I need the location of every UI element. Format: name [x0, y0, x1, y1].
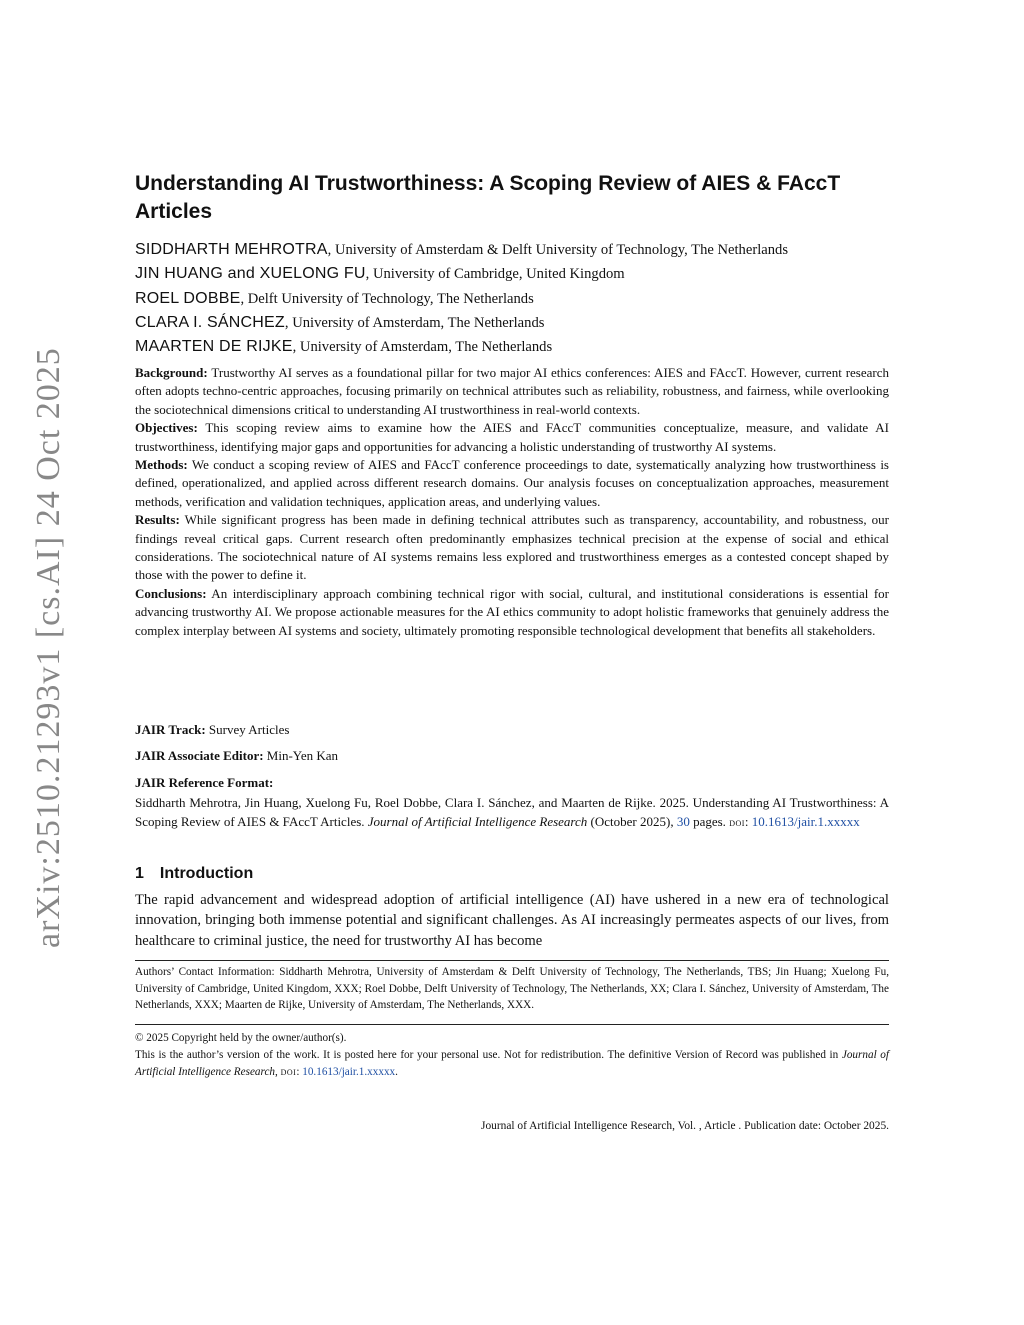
jair-ref-format-label	[135, 774, 889, 792]
section-number: 1	[135, 865, 144, 882]
version-journal: Journal of Artificial Intelligence Research	[135, 1048, 889, 1079]
author-entry	[135, 262, 889, 286]
doi-colon: :	[296, 1066, 303, 1079]
jair-reference	[135, 794, 889, 831]
author-contact-footnote	[135, 964, 889, 1014]
doi-link[interactable]: 10.1613/jair.1.xxxxx	[302, 1066, 396, 1079]
reference-date: (October 2025),	[587, 813, 677, 829]
version-text: This is the author’s version of the work. It is posted here for your personal use. Not for redistribution. The definitive Version of Record was published in	[135, 1048, 842, 1061]
author-name: CLARA I. SÁNCHEZ	[135, 313, 285, 331]
abstract-methods	[135, 456, 889, 511]
abstract-conclusions	[135, 585, 889, 640]
author-entry	[135, 311, 889, 335]
abstract-background	[135, 364, 889, 419]
version-notice	[135, 1047, 889, 1081]
version-sep: ,	[275, 1066, 281, 1079]
author-name: MAARTEN DE RIJKE	[135, 338, 293, 356]
abstract-label: Results:	[135, 512, 180, 528]
abstract-text: This scoping review aims to examine how the AIES and FAccT communities conceptualize, measure, and validate AI trustworthiness, identifying major gaps and opportunities for advancing a holistic understanding of trustworthy AI systems.	[135, 420, 889, 454]
copyright-divider	[135, 1024, 889, 1025]
abstract-label: Methods:	[135, 457, 188, 473]
author-name: JIN HUANG and XUELONG FU	[135, 265, 366, 283]
copyright-footnote	[135, 1030, 889, 1081]
jair-editor-value: Min-Yen Kan	[263, 748, 339, 764]
footnote-divider	[135, 960, 889, 961]
reference-text: Siddharth Mehrotra, Jin Huang, Xuelong Fu, Roel Dobbe, Clara I. Sánchez, and Maarten de Rijke. 2025. Understanding AI Trustworthiness: A Scoping Review of AIES & FAccT Articles.	[135, 795, 889, 829]
section-title: Introduction	[159, 865, 254, 882]
section-heading-introduction	[135, 865, 889, 883]
jair-track-value: Survey Articles	[205, 722, 290, 737]
author-affiliation: , University of Amsterdam, The Netherlands	[292, 339, 553, 356]
abstract-label: Conclusions:	[135, 585, 207, 601]
pages-link[interactable]: 30	[676, 813, 690, 829]
doi-colon: :	[744, 813, 752, 829]
abstract-label: Objectives:	[135, 420, 198, 436]
jair-editor	[135, 747, 889, 765]
author-affiliation: , Delft University of Technology, The Netherlands	[240, 290, 534, 307]
author-affiliation: , University of Cambridge, United Kingdom	[365, 266, 625, 283]
author-entry	[135, 287, 889, 311]
author-affiliation: , University of Amsterdam, The Netherlands	[284, 314, 545, 331]
author-entry	[135, 335, 889, 359]
copyright-text: © 2025 Copyright held by the owner/author(s).	[135, 1032, 347, 1044]
reference-journal: Journal of Artificial Intelligence Research	[367, 813, 588, 829]
contact-text: Authors’ Contact Information: Siddharth Mehrotra, University of Amsterdam & Delft University of Technology, The Netherlands, TBS; Jin Huang; Xuelong Fu, University of Cambridge, United Kingdom, XXX; Roel Dobbe, Delft University of Technology, The Netherlands, XX; Clara I. Sánchez, University of Amsterdam, The Netherlands, XXX; Maarten de Rijke, University of Amsterdam, The Netherlands, XXX.	[135, 966, 889, 1012]
abstract-text: While significant progress has been made in defining technical attributes such as transparency, accountability, and robustness, our findings reveal critical gaps. Current research often predominantly emphasizes technical precision at the expense of social and ethical considerations. The sociotechnical nature of AI systems remains less explored and trustworthiness emerges as a contested concept shaped by those with the power to define it.	[135, 512, 889, 583]
abstract-results	[135, 511, 889, 585]
author-entry	[135, 238, 889, 262]
arxiv-identifier: arXiv:2510.21293v1 [cs.AI] 24 Oct 2025	[30, 347, 67, 948]
abstract-text: We conduct a scoping review of AIES and FAccT conference proceedings to date, systematically analyzing how trustworthiness is defined, operationalized, and applied across different research domains. Our analysis focuses on conceptualization approaches, measurement methods, verification and validation techniques, application areas, and underlying values.	[135, 457, 889, 509]
introduction-paragraph: The rapid advancement and widespread adoption of artificial intelligence (AI) have ushered in a new era of technological innovation, bringing both immense potential and significant challenges. As AI increasingly permeates aspects of our lives, from healthcare to criminal justice, the need for trustworthy AI has become	[135, 892, 889, 949]
author-list	[135, 238, 889, 359]
jair-track	[135, 721, 889, 739]
jair-ref-format-heading: JAIR Reference Format:	[135, 774, 274, 790]
abstract	[135, 364, 889, 640]
abstract-text: Trustworthy AI serves as a foundational pillar for two major AI ethics conferences: AIES and FAccT. However, current research often adopts techno-centric approaches, focusing primarily on technical attributes such as reliability, robustness, and fairness, while overlooking the sociotechnical dimensions critical to understanding AI trustworthiness in real-world contexts.	[135, 365, 889, 417]
version-end: .	[395, 1066, 398, 1079]
jair-metadata	[135, 721, 889, 839]
running-footer: Journal of Artificial Intelligence Research, Vol. , Article . Publication date: October 2025.	[481, 1120, 889, 1132]
abstract-objectives	[135, 419, 889, 456]
pages-word: pages.	[689, 813, 730, 829]
jair-track-label: JAIR Track:	[135, 722, 206, 737]
abstract-text: An interdisciplinary approach combining technical rigor with social, cultural, and institutional considerations is essential for advancing trustworthy AI. We propose actionable measures for the AI ethics community to adopt holistic frameworks that genuinely address the complex interplay between AI systems and society, ultimately promoting responsible technological development that benefits all stakeholders.	[135, 585, 889, 638]
abstract-label: Background:	[135, 365, 208, 380]
doi-link[interactable]: 10.1613/jair.1.xxxxx	[751, 813, 860, 829]
jair-editor-label: JAIR Associate Editor:	[135, 748, 264, 764]
author-name: SIDDHARTH MEHROTRA	[135, 241, 328, 258]
author-affiliation: , University of Amsterdam & Delft University of Technology, The Netherlands	[327, 242, 788, 258]
doi-label: doi	[729, 814, 745, 829]
doi-label: doi	[280, 1064, 297, 1079]
author-name: ROEL DOBBE	[135, 289, 241, 307]
paper-title: Understanding AI Trustworthiness: A Scoping Review of AIES & FAccT Articles	[135, 172, 841, 223]
